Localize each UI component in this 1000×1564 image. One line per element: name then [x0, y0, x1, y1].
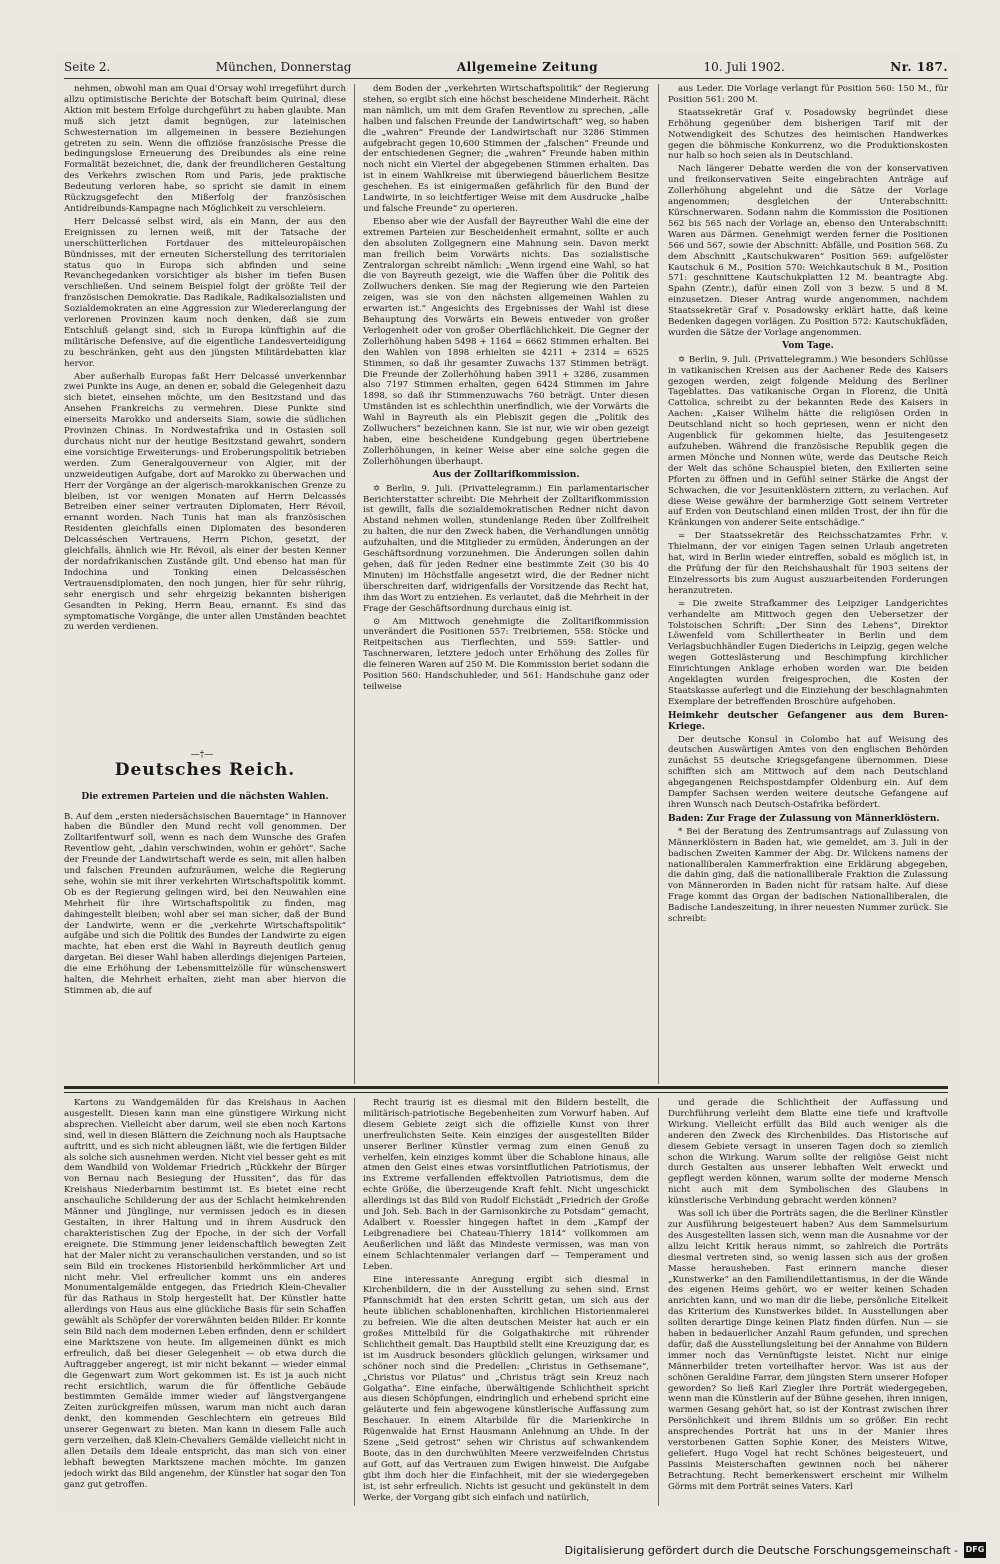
column-2 — [363, 84, 649, 1080]
dfg-logo-icon: DFG — [964, 1542, 986, 1558]
masthead: Allgemeine Zeitung — [456, 60, 599, 74]
column-divider — [354, 1098, 355, 1506]
feuilleton-rule — [64, 1086, 948, 1089]
paragraph: ⊙ Am Mittwoch genehmigte die Zolltarifkommission unverändert die Positionen 557: Treibriemen, 558: Stöcke und Reitpeitschen aus Tierflechten, und 559: Sattler- und Taschnerwaren, letztere jedoch unter Erhöhung des Zolles für die feineren Waren auf 250 M. Die Kommission beriet sodann die Position 560: Handschuhleder, und 561: Handschuhe ganz oder teilweise — [363, 616, 649, 692]
paragraph: Eine interessante Anregung ergibt sich diesmal in Kirchenbildern, die in der Ausstellung zu sehen sind. Ernst Pfannschmidt hat den ersten Schritt getan, um sich aus der heute üblichen schablonenhaften, kirchlichen Historienmalerei zu befreien. Wie die alten deutschen Meister hat auch er ein großes Mittelbild für die Golgathakirche mit rührender Schlichtheit gemalt. Das Hauptbild stellt eine Kreuzigung dar, es ist im Ausdruck besonders glücklich gelungen, wirksamer und schöner noch sind die Predellen: „Christus in Gethsemane“, „Christus vor Pilatus“ und „Christus trägt sein Kreuz nach Golgatha“. Eine einfache, überwältigende Schlichtheit spricht aus diesen Schöpfungen, eindringlich und erhebend spricht eine geläuterte und fein abgewogene künstlerische Auffassung zum Beschauer. In einem Altarbilde für die Marienkirche in Rügenwalde hat Ernst Hausmann Anlehnung an Uhde. In der Szene „Seid getrost“ sehen wir Christus auf schwankendem Boote, das in den durchwühlten Meere verzweifelnden Christus auf Gott, auf das Vertrauen zum Ewigen hinweist. Die Aufgabe gibt ihm doch hier die Einfachheit, mit der sie wiedergegeben ist, ist sehr erfreulich. Nichts ist gesucht und gekünstelt in dem Werke, der Vorgang gibt sich einfach und natürlich, — [363, 1274, 649, 1503]
place-day: München, Donnerstag — [215, 60, 352, 74]
article-subtitle: Die extremen Parteien und die nächsten Wahlen. — [81, 792, 329, 802]
paragraph: nehmen, obwohl man am Quai d'Orsay wohl irregeführt durch allzu optimistische Berichte der Botschaft beim Quirinal, diese Aktion mit bestem Erfolge durchgeführt zu haben glaubte. Man muß sich jetzt damit begnügen, zur lateinischen Schwesternation im allgemeinen in bessere Beziehungen getreten zu sein. Wenn die offiziöse französische Presse die bedingungslose Erneuerung des Dreibundes als eine reine Formalität bezeichnet, die, dank der freundlicheren Gestaltung des Verkehrs zwischen Rom und Paris, jede praktische Bedeutung verloren habe, so spricht sie damit in einem Rückzugsgefecht den Mißerfolg der französischen Antidreibunds-Kampagne nach Möglichkeit zu verschleiern. — [64, 84, 346, 214]
paragraph: ✡ Berlin, 9. Juli. (Privattelegramm.) Wie besonders Schlüsse in vatikanischen Kreisen aus der Aachener Rede des Kaisers gezogen werden, zeigt folgende Meldung des Berliner Tageblattes. Das vatikanische Organ in Florenz, die Unità Cattolica, schreibt zu der bekannten Rede des Kaisers in Aachen: „Kaiser Wilhelm hätte die religiösen Orden in Deutschland nicht so hoch gepriesen, wenn er nicht den Augenblick für gekommen hielte, das Jesuitengesetz aufzuheben. Während die französische Republik gegen die armen Mönche und Nonnen wüte, werde das Deutsche Reich der Welt das schöne Schauspiel bieten, den Exilierten seine Pforten zu öffnen und in Gefühl seiner Stärke die Angst der Schwachen, die vor Jesuitenklöstern zittern, zu verlachen. Auf diese Weise gewähre der barmherzige Gott seinem Vertreter auf Erden von Deutschland einen milden Trost, der ihn für die Kränkungen von anderer Seite entschädige.“ — [668, 354, 948, 529]
newspaper-page — [52, 52, 960, 1512]
article-subtitle: Heimkehr deutscher Gefangener aus dem Buren-Kriege. — [668, 710, 948, 732]
paragraph: * Bei der Beratung des Zentrumsantrags auf Zulassung von Männerklöstern in Baden hat, wie gemeldet, am 3. Juli in der badischen Zweiten Kammer der Abg. Dr. Wilckens namens der nationalliberalen Kammerfraktion eine Erklärung abgegeben, die dahin ging, daß die nationalliberale Fraktion die Zulassung von Männerorden in Baden nicht für ratsam halte. Auf diese Frage kommt das Organ der badischen Nationalliberalen, die Badische Landeszeitung, in ihrer neuesten Nummer zurück. Sie schreibt: — [668, 826, 948, 925]
header-rule — [64, 78, 948, 79]
digitization-footer — [565, 1542, 986, 1558]
column-divider — [658, 84, 659, 1084]
paragraph: Staatssekretär Graf v. Posadowsky begründet diese Erhöhung gegenüber dem bisherigen Tarif mit der Notwendigkeit des Schutzes des heimischen Handwerkes gegen die böhmische Konkurrenz, wo die Produktionskosten nur halb so hoch seien als in Deutschland. — [668, 107, 948, 162]
paragraph: B. Auf dem „ersten niedersächsischen Bauerntage“ in Hannover haben die Bündler den Mund recht voll genommen. Der Zolltarifentwurf soll, wenn es nach dem Wunsche des Grafen Reventlow geht, „dahin verschwinden, wohin er gehört“. Sache der Freunde der Landwirtschaft werde es sein, mit allen halben und falschen Freunden aufzuräumen, welche die Regierung sehe, wohin sie mit ihrer verkehrten Wirtschaftspolitik kommt. Ob es der Regierung gelingen wird, bei den Neuwahlen eine Mehrheit für ihre Wirtschaftspolitik zu finden, mag dahingestellt bleiben; wohl aber sei man sicher, daß der Bund der Landwirte, wenn er die „verkehrte Wirtschaftspolitik“ aufgäbe und sich die Politik des Bundes der Landwirte zu eigen machte, hat eben erst die Wahl in Bayreuth deutlich genug dargetan. Bei dieser Wahl haben allerdings diejenigen Parteien, die eine Erhöhung der Lebensmittelzölle für wünschenswert halten, die Mehrheit erhalten, zieht man aber hiervon die Stimmen ab, die auf — [64, 811, 346, 996]
paragraph: Was soll ich über die Porträts sagen, die die Berliner Künstler zur Ausführung beigesteuert haben? Aus dem Sammelsurium des Ausgestellten lassen sich, wenn man die Ausnahme vor der allzu leicht Kritik heraus nimmt, so zahlreich die Porträts diesmal vertreten sind, so wenig lassen sich aus der großen Masse herausheben. Fast erinnern manche dieser „Kunstwerke“ an den Familiendilettantismus, in der die Wände des eigenen Heims gehört, wo er weiter keinen Schaden anrichten kann, und wo man dir die liebe, persönliche Eitelkeit das Kriterium des Kunstwerkes bildet. In Ausstellungen aber sollten derartige Dinge keinen Platz finden dürfen. Nun — sie haben in bedauerlicher Anzahl Raum gefunden, und sprechen dafür, daß die Ausstellungsleitung bei der Annahme von Bildern immer noch das Vernünftigste leistet. Nicht nur einige Männerbilder treten vorteilhafter hervor. Was ist aus der schönen Geraldine Farrar, dem jüngsten Stern unserer Hofoper geworden? So ließ Karl Ziegler ihre Porträt wiedergegeben, wenn man die Künstlerin auf der Bühne gesehen, ihren innigen, warmen Gesang gehört hat, so ist der Kontrast zwischen ihrer Persönlichkeit und ihrem Bildnis um so größer. Ein recht ansprechendes Porträt hat uns in der Manier ihres verstorbenen Gatten Sophie Koner, des Meisters Witwe, geliefert. Hugo Vogel hat recht Schönes beigesteuert, und Passinis Meisterschaften gewinnen noch bei näherer Betrachtung. Recht bemerkenswert erscheint mir Wilhelm Görms mit dem Porträt seines Vaters. Karl — [668, 1209, 948, 1492]
article-subtitle: Vom Tage. — [782, 340, 834, 351]
column-3 — [668, 84, 948, 1080]
paragraph: Der deutsche Konsul in Colombo hat auf Weisung des deutschen Auswärtigen Amtes von den englischen Behörden zunächst 55 deutsche Kriegsgefangene übernommen. Diese schifften sich am Mittwoch auf dem nach Deutschland abgegangenen Reichspostdampfer Oldenburg ein. Auf dem Dampfer Sachsen werden weitere deutsche Gefangene auf ihren Wunsch nach Deutsch-Ostafrika befördert. — [668, 734, 948, 810]
article-subtitle: Aus der Zolltarifkommission. — [432, 469, 580, 480]
article-subtitle: Baden: Zur Frage der Zulassung von Männerklöstern. — [668, 813, 940, 824]
section-separator: —†— — [190, 750, 214, 760]
paragraph: Herr Delcassé selbst wird, als ein Mann, der aus den Ereignissen zu lernen weiß, mit der Tatsache der unerschütterlichen Fortdauer des mitteleuropäischen Bündnisses, mit der erneuten Sicherstellung des territorialen status quo in Europa sich abfinden und seine Revanchegedanken vorsichtiger als bisher im tiefen Busen verschließen. Und seinem Beispiel folgt der größte Teil der französischen Demokratie. Das Radikale, Radikalsozialisten und Sozialdemokraten an eine Aggression zur Wiedererlangung der verlorenen Provinzen kaum noch denken, daß sie zum Entschluß gelangt sind, sich in Europa künftighin auf die militärische Defensive, auf die eigentliche Landesverteidigung zu beschränken, geht aus den jüngsten Militärdebatten klar hervor. — [64, 216, 346, 369]
column-1-top — [64, 84, 346, 746]
paragraph: ✡ Berlin, 9. Juli. (Privattelegramm.) Ein parlamentarischer Berichterstatter schreibt: Die Mehrheit der Zolltarifkommission ist gewillt, falls die sozialdemokratischen Redner nicht davon Abstand nehmen wollen, stundenlange Reden über Zollfreiheit zu halten, die nur den Zweck haben, die Verhandlungen unnötig aufzuhalten, und die Mitglieder zu ermüden, Änderungen an der Geschäftsordnung vorzunehmen. Die Änderungen sollen dahin gehen, daß für jeden Redner eine bestimmte Zeit (30 bis 40 Minuten) im Höchstfalle angesetzt wird, die der Redner nicht überschreiten darf, widrigenfalls der Vorsitzende das Recht hat, ihm das Wort zu entziehen. Es verlautet, daß die Mehrheit in der Frage der Geschäftsordnung durchaus einig ist. — [363, 483, 649, 614]
column-1-bottom — [64, 790, 346, 1086]
paragraph: = Der Staatssekretär des Reichsschatzamtes Frhr. v. Thielmann, der vor einigen Tagen seinen Urlaub angetreten hat, wird in Berlin wieder eintreffen, sobald es möglich ist, in die Prüfung der für den Reichshaushalt für 1903 seitens der Einzelressorts bis zum August auszuarbeitenden Forderungen heranzutreten. — [668, 531, 948, 596]
paragraph: Recht traurig ist es diesmal mit den Bildern bestellt, die militärisch-patriotische Begebenheiten zum Vorwurf haben. Auf diesem Gebiete zeigt sich die offizielle Kunst von ihrer unerfreulichsten Seite. Kein einziges der ausgestellten Bilder unserer Berliner Künstler vermag zum einen Genuß zu verhelfen, kein einziges kommt über die Schablone hinaus, alle atmen den Geist eines etwas vorsintflutlichen Patriotismus, der ins Extreme verfallenden effektvollen Patriotismus, dem die echte Größe, die überzeugende Kraft fehlt. Nicht ungeschickt allerdings ist das Bild von Rudolf Eichstädt „Friedrich der Große und Joh. Seb. Bach in der Garnisonkirche zu Potsdam“ gemacht, Adalbert v. Roessler hingegen haftet in dem „Kampf der Leibgrenadiere bei Chateau-Thierry 1814“ vollkommen am Aeußerlichen und läßt das Mindeste vermissen, was man von einem Schlachtenmaler verlangen darf — Temperament und Leben. — [363, 1098, 649, 1272]
paragraph: Aber außerhalb Europas faßt Herr Delcassé unverkennbar zwei Punkte ins Auge, an denen er, sobald die Gelegenheit dazu sich bietet, einsehen möchte, um den Besitzstand und das Ansehen Frankreichs zu vermehren. Diese Punkte sind einerseits Marokko und anderseits Siam, sowie die südlichen Provinzen Chinas. In Nordwestafrika und in Ostasien soll durchaus nicht nur der heutige Besitzstand gewahrt, sondern eine vorsichtige Erweiterungs- und Eroberungspolitik betrieben werden. Zum Generalgouverneur von Algier, mit der unzweideutigen Aufgabe, dort auf Marokko zu überwachen und Herr der Vorgänge an der algerisch-marokkanischen Grenze zu bleiben, ist vor wenigen Monaten auf Herrn Delcassés Betreiben einer seiner vertrauten Diplomaten, Herr Révoil, ernannt worden. Nach Tunis hat man als französischen Residenten gleichfalls einen Diplomaten des besonderen Delcasséschen Vertrauens, Herrn Pichon, gesetzt, der gleichfalls, ähnlich wie Hr. Révoil, als einer der besten Kenner der nordafrikanischen Zustände gilt. Und ebenso hat man für Indochina und Tonking einen Delcasséschen Vertrauensdiplomaten, den noch jungen, hier für sehr rührig, sehr energisch und sehr ehrgeizig bekannten bisherigen Gesandten in Peking, Herrn Beau, ernannt. Es sind das symptomatische Vorgänge, die unter allen Umständen beachtet zu werden verdienen. — [64, 371, 346, 633]
page-number: Seite 2. — [64, 60, 111, 74]
footer-text: Digitalisierung gefördert durch die Deutsche Forschungsgemeinschaft - — [564, 1543, 958, 1557]
issue-date: 10. Juli 1902. — [703, 60, 785, 74]
paragraph: Kartons zu Wandgemälden für das Kreishaus in Aachen ausgestellt. Diesen kann man eine günstigere Wirkung nicht absprechen. Vielleicht aber darum, weil sie eben noch Kartons sind, weil in diesen Blättern die Zeichnung noch als Hauptsache auftritt, und es sich nicht ableugnen läßt, wie die fertigen Bilder als solche sich ausnehmen werden. Nicht viel besser geht es mit dem Wandbild von Woldemar Friedrich „Rückkehr der Bürger von Bernau nach Besiegung der Hussiten“, das für das Kreishaus Niederbarnim bestimmt ist. Es bietet eine recht anschauliche Schilderung der aus der Schlacht heimkehrenden Männer und Jünglinge, nur vermissen jedoch es in diesen Gestalten, in ihrer Haltung und in ihrem Ausdruck den charakteristischen Zug der Epoche, in der sich der Vorfall ereignete. Die Stimmung jener leidenschaftlich bewegten Zeit hat der Maler nicht zu veranschaulichen verstanden, und so ist sein Bild ein trockenes Historienbild herkömmlicher Art und nicht mehr. Viel erfreulicher kommt uns ein anderes Monumentalgemälde entgegen, das Friedrich Klein-Chevalier für das Rathaus in Stolp hergestellt hat. Der Künstler hatte allerdings von Haus aus eine glückliche Basis für sein Schaffen gewählt als Schöpfer der vorerwähnten beiden Bilder. Er konnte sein Bild nach dem modernen Leben erfinden, denn er schildert eine Marktszene von heute. Im allgemeinen dünkt es mich erfreulich, daß bei dieser Gelegenheit — ob etwa durch die Auftraggeber angeregt, ist mir nicht bekannt — wieder einmal die Gegenwart zum Wort gekommen ist. Es ist ja auch nicht recht ersichtlich, warum die für öffentliche Gebäude bestimmten Gemälde immer wieder auf längstvergangene Zeiten zurückgreifen müssen, warum man nicht auch daran denkt, den kommenden Geschlechtern ein getreues Bild unserer Gegenwart zu bieten. Man kann in diesem Falle auch gern verzeihen, daß Klein-Chevaliers Gemälde vielleicht nicht in allen Details dem Ideale entspricht, das man sich von einer lebhaft bewegten Marktszene machen möchte. Im ganzen jedoch wirkt das Bild angenehm, der Künstler hat sogar den Ton ganz gut getroffen. — [64, 1098, 346, 1490]
feuilleton-column-2 — [363, 1098, 649, 1506]
column-divider — [354, 84, 355, 1084]
issue-number: Nr. 187. — [890, 60, 948, 74]
feuilleton-rule-thin — [64, 1092, 948, 1093]
page-header — [64, 58, 948, 76]
column-divider — [658, 1098, 659, 1506]
feuilleton-column-1 — [64, 1098, 346, 1506]
paragraph: dem Boden der „verkehrten Wirtschaftspolitik“ der Regierung stehen, so ergibt sich eine höchst bescheidene Minderheit. Rächt man nämlich, um mit dem Grafen Reventlow zu sprechen, „alle halben und falschen Freunde der Landwirtschaft“ weg, so haben die „wahren“ Freunde der Landwirtschaft nur 3286 Stimmen aufgebracht gegen 10,600 Stimmen der „falschen“ Freunde und der entschiedenen Gegner; die „wahren“ Freunde haben mithin noch nicht ein Viertel der abgegebenen Stimmen erhalten. Das ist in einem Wahlkreise mit überwiegend bäuerlichem Besitze geschehen. Es ist einigermaßen gefährlich für den Bund der Landwirte, in so leichtfertiger Weise mit dem Ausdrucke „halbe und falsche Freunde“ zu operieren. — [363, 84, 649, 214]
section-title: Deutsches Reich. — [114, 760, 296, 780]
paragraph: aus Leder. Die Vorlage verlangt für Position 560: 150 M., für Position 561: 200 M. — [668, 84, 948, 105]
paragraph: Ebenso aber wie der Ausfall der Bayreuther Wahl die eine der extremen Parteien zur Bescheidenheit ermahnt, sollte er auch den absoluten Zollgegnern eine Mahnung sein. Davon merkt man freilich beim Vorwärts nichts. Das sozialistische Zentralorgan schreibt nämlich: „Wenn irgend eine Wahl, so hat die von Bayreuth gezeigt, wie die Waffen über die Politik des Zollwuchers denken. Sie mag der Regierung wie den Parteien zeigen, was sie von den nächsten allgemeinen Wahlen zu erwarten ist.“ Angesichts des Ergebnisses der Wahl ist diese Behauptung des Vorwärts ein Beweis entweder von großer Verlogenheit oder von großer Oberflächlichkeit. Die Gegner der Zollerhöhung haben 5498 + 1164 = 6662 Stimmen erhalten. Bei den Wahlen von 1898 erhielten sie 4211 + 2314 = 6525 Stimmen, so daß ihr gesamter Zuwachs 137 Stimmen beträgt. Die Freunde der Zollerhöhung haben 3911 + 3286, zusammen also 7197 Stimmen erhalten, gegen 6424 Stimmen im Jahre 1898, so daß ihr Stimmenzuwachs 760 beträgt. Unter diesen Umständen ist es schlechthin unerfindlich, wie der Vorwärts die Wahl in Bayreuth als ein Plebiszit gegen die „Politik des Zollwuchers“ bezeichnen kann. Sie ist nur, wie wir oben gezeigt haben, eine bescheidene Kundgebung gegen übertriebene Zollerhöhungen, in keiner Weise aber eine solche gegen die Zollerhöhungen überhaupt. — [363, 216, 649, 467]
feuilleton-column-3 — [668, 1098, 948, 1506]
paragraph: = Die zweite Strafkammer des Leipziger Landgerichtes verhandelte am Mittwoch gegen den Uebersetzer der Tolstoischen Schrift: „Der Sinn des Lebens“, Direktor Löwenfeld vom Schillertheater in Berlin und dem Verlagsbuchhändler Eugen Diederichs in Leipzig, gegen welche wegen Gotteslästerung und Beschimpfung kirchlicher Einrichtungen Anklage erhoben worden war. Die beiden Angeklagten wurden freigesprochen, die Kosten der Staatskasse auferlegt und die Einziehung der beschlagnahmten Exemplare der betreffenden Broschüre aufgehoben. — [668, 598, 948, 707]
paragraph: Nach längerer Debatte werden die von der konservativen und freikonservativen Seite eingebrachten Anträge auf Zollerhöhung abgelehnt und die Sätze der Vorlage angenommen; desgleichen der Unterabschnitt: Kürschnerwaren. Sodann nahm die Kommission die Positionen 562 bis 565 nach der Vorlage an, ebenso den Unterabschnitt: Waren aus Därmen. Genehmigt werden ferner die Positionen 566 und 567, sowie der Abschnitt: Abfälle, und Position 568. Zu dem Abschnitt „Kautschukwaren“ Position 569: aufgelöster Kautschuk 6 M., Position 570: Weichkautschuk 8 M., Position 571: geschnittene Kautschukplatten 12 M. beantragte Abg. Spahn (Zentr.), dafür einen Zoll von 3 bezw. 5 und 8 M. einzusetzen. Dieser Antrag wurde angenommen, nachdem Staatssekretär Graf v. Posadowsky erklärt hatte, daß keine Bedenken dagegen vorlägen. Zu Position 572: Kautschukfäden, wurden die Sätze der Vorlage angenommen. — [668, 164, 948, 338]
paragraph: und gerade die Schlichtheit der Auffassung und Durchführung verleiht dem Blatte eine tiefe und kraftvolle Wirkung. Vielleicht erfüllt das Bild auch weniger als die anderen den Zweck des Kirchenbildes. Das Historische auf diesem Gebiete versagt in unseren Tagen doch so ziemlich schon die Wirkung. Warum sollte der religiöse Geist nicht durch Gestalten aus unserer lebhaften Welt erweckt und gepflegt werden können, warum sollte der moderne Mensch nicht auch mit dem Symbolischen des Glaubens in künstlerische Verbindung gebracht werden können? — [668, 1098, 948, 1207]
